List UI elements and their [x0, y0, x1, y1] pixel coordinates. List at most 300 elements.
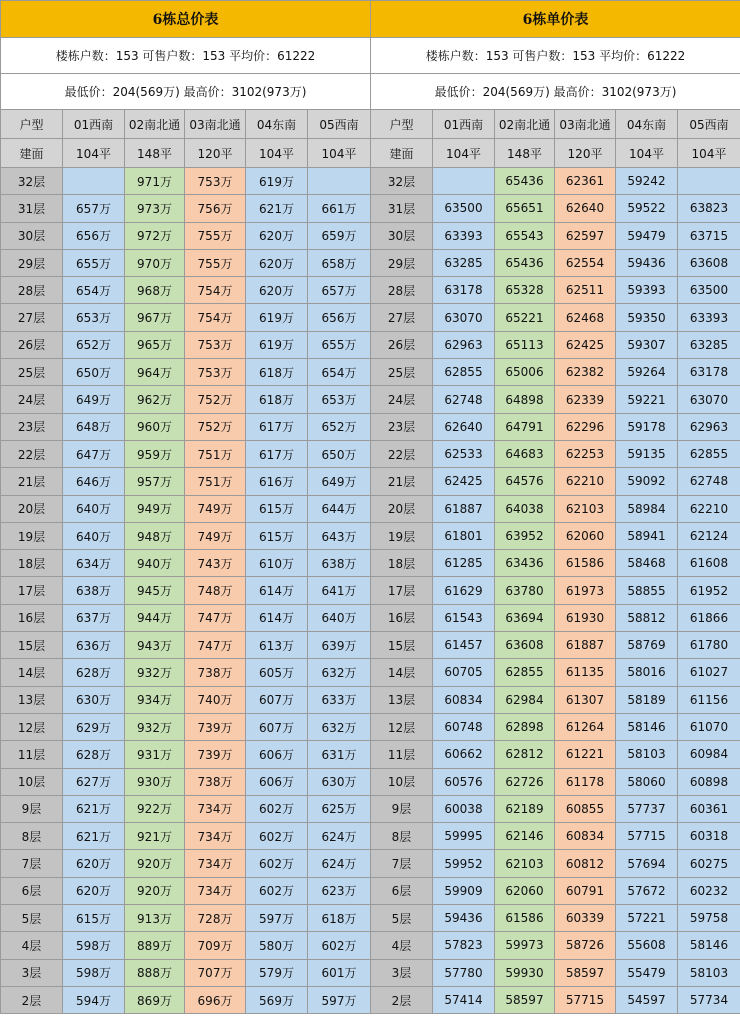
unit-01-cell: 598万 — [63, 959, 125, 986]
unit-04-cell: 602万 — [246, 877, 308, 904]
unit-03-cell: 749万 — [185, 495, 246, 522]
unit-02-cell: 960万 — [125, 413, 185, 440]
unit-05-cell: 60898 — [678, 768, 740, 795]
table-row — [1, 932, 371, 959]
table-row — [1, 359, 371, 386]
unit-01-cell: 638万 — [63, 577, 125, 604]
unit-02-cell: 64038 — [495, 495, 555, 522]
floor-cell: 18层 — [371, 550, 433, 577]
unit-01-cell: 636万 — [63, 632, 125, 659]
table-row — [371, 850, 740, 877]
unit-02-cell: 913万 — [125, 905, 185, 932]
unit-01-cell: 637万 — [63, 604, 125, 631]
floor-cell: 15层 — [371, 632, 433, 659]
unit-04-cell: 58060 — [616, 768, 678, 795]
unit-type-header-row — [1, 110, 371, 139]
unit-01-cell: 646万 — [63, 468, 125, 495]
unit-01-cell — [433, 168, 495, 195]
unit-type-05: 05西南 — [678, 110, 740, 139]
unit-type-05: 05西南 — [308, 110, 371, 139]
table-row — [1, 304, 371, 331]
unit-02-cell: 948万 — [125, 522, 185, 549]
unit-05-cell: 659万 — [308, 222, 371, 249]
unit-05-cell: 643万 — [308, 522, 371, 549]
table-row — [1, 741, 371, 768]
unit-03-cell: 751万 — [185, 440, 246, 467]
area-02: 148平 — [125, 139, 185, 168]
unit-02-cell: 932万 — [125, 713, 185, 740]
area-03: 120平 — [185, 139, 246, 168]
unit-02-cell: 968万 — [125, 277, 185, 304]
unit-01-cell: 57414 — [433, 986, 495, 1013]
table-row — [371, 713, 740, 740]
floor-cell: 3层 — [1, 959, 63, 986]
table-row — [1, 632, 371, 659]
table-row — [371, 304, 740, 331]
unit-01-cell: 620万 — [63, 850, 125, 877]
floor-cell: 10层 — [1, 768, 63, 795]
unit-04-cell: 618万 — [246, 386, 308, 413]
floor-cell: 11层 — [1, 741, 63, 768]
unit-04-cell: 602万 — [246, 823, 308, 850]
unit-03-cell: 62382 — [555, 359, 616, 386]
unit-04-cell: 617万 — [246, 440, 308, 467]
unit-04-cell: 58855 — [616, 577, 678, 604]
unit-02-cell: 65006 — [495, 359, 555, 386]
unit-03-cell: 734万 — [185, 850, 246, 877]
unit-01-cell: 61285 — [433, 550, 495, 577]
unit-05-cell: 624万 — [308, 850, 371, 877]
unit-01-cell: 650万 — [63, 359, 125, 386]
unit-03-cell: 60834 — [555, 823, 616, 850]
unit-02-cell: 62189 — [495, 795, 555, 822]
unit-04-cell: 615万 — [246, 495, 308, 522]
unit-05-cell: 62124 — [678, 522, 740, 549]
unit-04-cell: 619万 — [246, 304, 308, 331]
unit-03-cell: 60791 — [555, 877, 616, 904]
floor-cell: 25层 — [371, 359, 433, 386]
unit-03-cell: 739万 — [185, 741, 246, 768]
table-row — [371, 959, 740, 986]
unit-01-cell: 59952 — [433, 850, 495, 877]
floor-cell: 5层 — [371, 905, 433, 932]
table-row — [1, 768, 371, 795]
unit-05-cell: 633万 — [308, 686, 371, 713]
floor-cell: 23层 — [371, 413, 433, 440]
table-row — [371, 604, 740, 631]
table-row — [371, 986, 740, 1013]
unit-05-cell: 653万 — [308, 386, 371, 413]
unit-04-cell: 59242 — [616, 168, 678, 195]
floor-cell: 16层 — [1, 604, 63, 631]
table-row — [371, 386, 740, 413]
floor-cell: 32层 — [1, 168, 63, 195]
unit-01-cell: 653万 — [63, 304, 125, 331]
unit-01-cell: 640万 — [63, 495, 125, 522]
unit-04-cell: 57737 — [616, 795, 678, 822]
unit-04-cell: 606万 — [246, 768, 308, 795]
unit-05-cell: 654万 — [308, 359, 371, 386]
unit-02-cell: 967万 — [125, 304, 185, 331]
unit-type-04: 04东南 — [616, 110, 678, 139]
unit-01-cell: 60834 — [433, 686, 495, 713]
unit-05-cell: 638万 — [308, 550, 371, 577]
floor-cell: 12层 — [371, 713, 433, 740]
table-row — [371, 331, 740, 358]
floor-cell: 21层 — [1, 468, 63, 495]
unit-01-cell: 57823 — [433, 932, 495, 959]
unit-02-cell: 64791 — [495, 413, 555, 440]
unit-01-cell: 60748 — [433, 713, 495, 740]
unit-04-cell: 59221 — [616, 386, 678, 413]
table-row — [371, 741, 740, 768]
unit-02-cell: 62726 — [495, 768, 555, 795]
unit-02-cell: 62060 — [495, 877, 555, 904]
unit-04-cell: 57715 — [616, 823, 678, 850]
unit-03-cell: 61887 — [555, 632, 616, 659]
unit-05-cell: 60318 — [678, 823, 740, 850]
table-row — [371, 632, 740, 659]
area-04: 104平 — [246, 139, 308, 168]
unit-05-cell: 623万 — [308, 877, 371, 904]
table-row — [1, 495, 371, 522]
floor-cell: 31层 — [371, 195, 433, 222]
unit-01-cell: 63070 — [433, 304, 495, 331]
unit-05-cell: 62748 — [678, 468, 740, 495]
table-row — [1, 195, 371, 222]
floor-cell: 28层 — [1, 277, 63, 304]
floor-cell: 21层 — [371, 468, 433, 495]
unit-03-cell: 755万 — [185, 222, 246, 249]
total-price-range: 最低价：204(569万) 最高价：3102(973万) — [1, 74, 371, 110]
floor-cell: 32层 — [371, 168, 433, 195]
unit-03-cell: 734万 — [185, 823, 246, 850]
unit-04-cell: 58103 — [616, 741, 678, 768]
unit-04-cell: 59522 — [616, 195, 678, 222]
unit-02-cell: 62146 — [495, 823, 555, 850]
floor-cell: 10层 — [371, 768, 433, 795]
unit-02-cell: 971万 — [125, 168, 185, 195]
total-building-stats: 楼栋户数：153 可售户数：153 平均价：61222 — [1, 38, 371, 74]
unit-02-cell: 965万 — [125, 331, 185, 358]
unit-type-02: 02南北通 — [495, 110, 555, 139]
unit-03-cell: 749万 — [185, 522, 246, 549]
unit-01-cell: 648万 — [63, 413, 125, 440]
unit-04-cell: 57694 — [616, 850, 678, 877]
unit-02-cell: 972万 — [125, 222, 185, 249]
unit-03-cell: 61135 — [555, 659, 616, 686]
area-05: 104平 — [678, 139, 740, 168]
unit-04-cell: 618万 — [246, 359, 308, 386]
unit-02-cell: 940万 — [125, 550, 185, 577]
floor-cell: 19层 — [371, 522, 433, 549]
unit-01-cell: 615万 — [63, 905, 125, 932]
floor-cell: 11层 — [371, 741, 433, 768]
unit-04-cell: 54597 — [616, 986, 678, 1013]
area-label: 建面 — [371, 139, 433, 168]
unit-02-cell: 964万 — [125, 359, 185, 386]
unit-04-cell: 59436 — [616, 249, 678, 276]
unit-01-cell: 63500 — [433, 195, 495, 222]
floor-cell: 7层 — [1, 850, 63, 877]
unit-03-cell: 751万 — [185, 468, 246, 495]
unit-03-cell: 61307 — [555, 686, 616, 713]
unit-04-cell: 610万 — [246, 550, 308, 577]
floor-cell: 28层 — [371, 277, 433, 304]
unit-04-cell: 580万 — [246, 932, 308, 959]
table-row — [371, 168, 740, 195]
unit-03-cell: 754万 — [185, 304, 246, 331]
floor-cell: 19层 — [1, 522, 63, 549]
floor-cell: 29层 — [371, 249, 433, 276]
unit-type-03: 03南北通 — [555, 110, 616, 139]
unit-04-cell: 605万 — [246, 659, 308, 686]
area-01: 104平 — [433, 139, 495, 168]
unit-01-cell: 628万 — [63, 659, 125, 686]
unit-03-cell: 753万 — [185, 331, 246, 358]
unit-05-cell: 639万 — [308, 632, 371, 659]
unit-01-cell: 657万 — [63, 195, 125, 222]
unit-03-cell: 734万 — [185, 877, 246, 904]
table-row — [1, 168, 371, 195]
unit-05-cell: 60275 — [678, 850, 740, 877]
floor-cell: 8层 — [1, 823, 63, 850]
unit-04-cell: 58984 — [616, 495, 678, 522]
unit-type-label: 户型 — [371, 110, 433, 139]
unit-04-cell: 59178 — [616, 413, 678, 440]
floor-cell: 22层 — [1, 440, 63, 467]
table-row — [1, 713, 371, 740]
unit-01-cell: 59436 — [433, 905, 495, 932]
unit-05-cell: 58146 — [678, 932, 740, 959]
unit-03-cell: 696万 — [185, 986, 246, 1013]
unit-05-cell: 58103 — [678, 959, 740, 986]
floor-cell: 14层 — [1, 659, 63, 686]
unit-02-cell: 930万 — [125, 768, 185, 795]
unit-04-cell: 55479 — [616, 959, 678, 986]
table-row — [371, 277, 740, 304]
floor-cell: 4层 — [371, 932, 433, 959]
unit-type-02: 02南北通 — [125, 110, 185, 139]
unit-01-cell — [63, 168, 125, 195]
unit-01-cell: 649万 — [63, 386, 125, 413]
unit-03-cell: 58597 — [555, 959, 616, 986]
floor-cell: 27层 — [1, 304, 63, 331]
unit-05-cell: 61070 — [678, 713, 740, 740]
unit-04-cell: 616万 — [246, 468, 308, 495]
area-header-row — [371, 139, 740, 168]
unit-02-cell: 65436 — [495, 249, 555, 276]
unit-03-cell: 57715 — [555, 986, 616, 1013]
table-row — [1, 795, 371, 822]
unit-02-cell: 63952 — [495, 522, 555, 549]
floor-cell: 6层 — [1, 877, 63, 904]
unit-05-cell: 602万 — [308, 932, 371, 959]
floor-cell: 22层 — [371, 440, 433, 467]
unit-02-cell: 65436 — [495, 168, 555, 195]
unit-02-cell: 59973 — [495, 932, 555, 959]
unit-01-cell: 62748 — [433, 386, 495, 413]
unit-03-cell: 756万 — [185, 195, 246, 222]
table-row — [371, 932, 740, 959]
unit-01-cell: 656万 — [63, 222, 125, 249]
unit-05-cell: 61866 — [678, 604, 740, 631]
unit-price-panel — [370, 0, 740, 1014]
floor-cell: 12层 — [1, 713, 63, 740]
unit-01-cell: 62963 — [433, 331, 495, 358]
table-row — [1, 686, 371, 713]
unit-05-cell: 644万 — [308, 495, 371, 522]
unit-03-cell: 707万 — [185, 959, 246, 986]
unit-01-cell: 61887 — [433, 495, 495, 522]
unit-05-cell: 656万 — [308, 304, 371, 331]
unit-04-cell: 59092 — [616, 468, 678, 495]
unit-02-cell: 65328 — [495, 277, 555, 304]
unit-05-cell: 650万 — [308, 440, 371, 467]
unit-02-cell: 934万 — [125, 686, 185, 713]
unit-03-cell: 61178 — [555, 768, 616, 795]
area-05: 104平 — [308, 139, 371, 168]
unit-03-cell: 61221 — [555, 741, 616, 768]
table-row — [371, 249, 740, 276]
table-row — [1, 659, 371, 686]
unit-05-cell — [678, 168, 740, 195]
floor-cell: 24层 — [371, 386, 433, 413]
floor-cell: 24层 — [1, 386, 63, 413]
unit-02-cell: 62898 — [495, 713, 555, 740]
unit-05-cell: 632万 — [308, 659, 371, 686]
unit-02-cell: 920万 — [125, 850, 185, 877]
floor-cell: 3层 — [371, 959, 433, 986]
unit-04-cell: 620万 — [246, 277, 308, 304]
unit-01-cell: 62640 — [433, 413, 495, 440]
unit-05-cell: 632万 — [308, 713, 371, 740]
unit-03-cell: 61973 — [555, 577, 616, 604]
unit-03-cell: 60339 — [555, 905, 616, 932]
table-row — [1, 440, 371, 467]
table-row — [1, 877, 371, 904]
unit-01-cell: 628万 — [63, 741, 125, 768]
unit-05-cell: 60232 — [678, 877, 740, 904]
floor-cell: 20层 — [371, 495, 433, 522]
unit-05-cell: 649万 — [308, 468, 371, 495]
unit-01-cell: 61457 — [433, 632, 495, 659]
unit-03-cell: 734万 — [185, 795, 246, 822]
floor-cell: 18层 — [1, 550, 63, 577]
unit-05-cell: 661万 — [308, 195, 371, 222]
unit-03-cell: 61264 — [555, 713, 616, 740]
unit-02-cell: 943万 — [125, 632, 185, 659]
unit-04-cell: 614万 — [246, 604, 308, 631]
unit-03-cell: 62468 — [555, 304, 616, 331]
area-header-row — [1, 139, 371, 168]
unit-01-cell: 63285 — [433, 249, 495, 276]
floor-cell: 13层 — [371, 686, 433, 713]
area-01: 104平 — [63, 139, 125, 168]
unit-05-cell: 597万 — [308, 986, 371, 1013]
table-row — [371, 195, 740, 222]
unit-05-cell: 657万 — [308, 277, 371, 304]
unit-02-cell: 63694 — [495, 604, 555, 631]
table-row — [371, 413, 740, 440]
floor-cell: 23层 — [1, 413, 63, 440]
unit-02-cell: 63608 — [495, 632, 555, 659]
table-row — [371, 550, 740, 577]
unit-02-cell: 64576 — [495, 468, 555, 495]
floor-cell: 14层 — [371, 659, 433, 686]
floor-cell: 15层 — [1, 632, 63, 659]
unit-03-cell: 62361 — [555, 168, 616, 195]
unit-04-cell: 602万 — [246, 850, 308, 877]
area-label: 建面 — [1, 139, 63, 168]
floor-cell: 30层 — [371, 222, 433, 249]
unit-building-stats: 楼栋户数：153 可售户数：153 平均价：61222 — [371, 38, 740, 74]
unit-02-cell: 931万 — [125, 741, 185, 768]
floor-cell: 26层 — [371, 331, 433, 358]
unit-04-cell: 607万 — [246, 713, 308, 740]
unit-04-cell: 602万 — [246, 795, 308, 822]
unit-03-cell: 753万 — [185, 359, 246, 386]
unit-price-body — [371, 1, 740, 1014]
table-row — [371, 659, 740, 686]
unit-03-cell: 728万 — [185, 905, 246, 932]
unit-01-cell: 62425 — [433, 468, 495, 495]
table-row — [1, 823, 371, 850]
unit-01-cell: 62533 — [433, 440, 495, 467]
table-row — [371, 577, 740, 604]
unit-05-cell: 61027 — [678, 659, 740, 686]
unit-01-cell: 621万 — [63, 795, 125, 822]
unit-05-cell: 630万 — [308, 768, 371, 795]
unit-01-cell: 63178 — [433, 277, 495, 304]
unit-03-cell: 738万 — [185, 768, 246, 795]
table-row — [1, 905, 371, 932]
unit-type-03: 03南北通 — [185, 110, 246, 139]
unit-04-cell: 58146 — [616, 713, 678, 740]
unit-02-cell: 970万 — [125, 249, 185, 276]
floor-cell: 27层 — [371, 304, 433, 331]
unit-02-cell: 62984 — [495, 686, 555, 713]
unit-05-cell: 62963 — [678, 413, 740, 440]
unit-03-cell: 62554 — [555, 249, 616, 276]
unit-05-cell: 658万 — [308, 249, 371, 276]
unit-01-cell: 62855 — [433, 359, 495, 386]
unit-price-range: 最低价：204(569万) 最高价：3102(973万) — [371, 74, 740, 110]
table-row — [1, 249, 371, 276]
table-row — [371, 522, 740, 549]
table-row — [1, 577, 371, 604]
unit-03-cell: 754万 — [185, 277, 246, 304]
table-row — [1, 222, 371, 249]
unit-05-cell: 63070 — [678, 386, 740, 413]
unit-01-cell: 627万 — [63, 768, 125, 795]
unit-03-cell: 747万 — [185, 604, 246, 631]
unit-05-cell — [308, 168, 371, 195]
unit-05-cell: 59758 — [678, 905, 740, 932]
unit-03-cell: 752万 — [185, 413, 246, 440]
unit-type-label: 户型 — [1, 110, 63, 139]
unit-05-cell: 652万 — [308, 413, 371, 440]
total-table-title: 6栋总价表 — [1, 1, 371, 38]
unit-01-cell: 629万 — [63, 713, 125, 740]
unit-03-cell: 61930 — [555, 604, 616, 631]
unit-03-cell: 755万 — [185, 249, 246, 276]
table-row — [1, 550, 371, 577]
floor-cell: 9层 — [371, 795, 433, 822]
unit-03-cell: 753万 — [185, 168, 246, 195]
unit-05-cell: 61608 — [678, 550, 740, 577]
unit-05-cell: 631万 — [308, 741, 371, 768]
